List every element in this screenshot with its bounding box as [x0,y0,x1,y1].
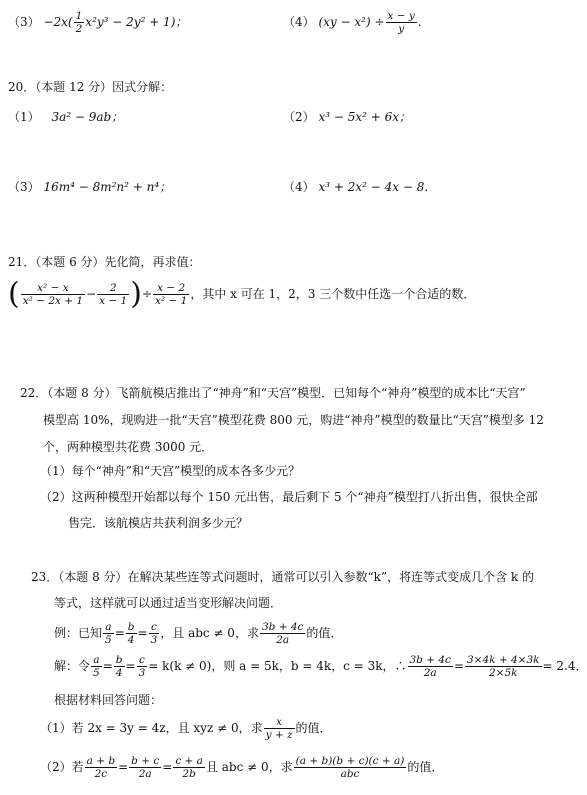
q23-p2-label: （2）若 [40,760,84,774]
q23-line1: 23．（本题 8 分）在解决某些连等式问题时，通常可以引入参数“k”，将连等式变成几个含 k 的 [31,570,534,584]
q23-sol-3: 3 [138,667,146,679]
q23-p2-d1: 2c [94,768,108,780]
q19-p4-label: （4） [283,15,315,29]
q21-fraction-1 [21,282,85,307]
q19-part3 [8,10,187,35]
q23-ex-3: 3 [150,634,158,646]
q23-sol-fnum1: 3b + 4c [409,654,451,666]
q19-p3-label: （3） [8,15,40,29]
q23-part2: （2）若 $\frac{a + b}{2c}$ = $\frac{b + c}{2a}$ = $\frac{c + a}{2b}$ 且 abc ≠ 0，求 $\frac{(a + b)(b + c)(c + a)}{\text{abc}}$ 的值． [40,755,444,780]
q21-f2-den: x − 1 [99,295,128,307]
q23-sol-5: 5 [93,667,100,679]
q19-p3-expr-b: x²y³ − 2y² + 1)； [85,15,188,29]
q23-p2-n2: b + c [131,755,160,767]
q21-fraction-3 [153,282,189,307]
q22-line3: 个，两种模型共花费 3000 元． [43,440,214,454]
q23-p1-frac [264,716,295,741]
q20-p1-expr: 3a² − 9ab； [51,110,124,124]
q21-title: 21．（本题 6 分）先化简，再求值： [8,255,201,269]
q19-p3-frac-den: 2 [75,23,83,35]
q23-ex-target-frac [260,621,305,646]
q23-sol-eqk: = k(k ≠ 0)，则 a = 5k，b = 4k，c = 3k，∴ [148,659,407,673]
q20-p3-expr: 16m⁴ − 8m²n² + n⁴； [43,180,172,194]
q23-p1-fnum: x [276,716,283,728]
q23-ex-b: b [127,621,135,633]
q23-ex-label: 例：已知 [54,626,103,640]
q23-part1 [40,713,332,743]
q23-ex-4: 4 [127,634,135,646]
q23-sol-frac-c [137,654,148,679]
q23-sol-frac-a [91,654,102,679]
q23-sol-frac-2 [465,654,542,679]
q20-part1 [8,110,123,125]
q23-p1-tail: 的值． [295,721,332,735]
q21-right-paren: ) [130,276,142,312]
q21-div: ÷ [141,287,153,301]
q22-line2: 模型高 10%，现购进一批“天宫”模型花费 800 元，购进“神舟”模型的数量比“天宫”模型多 12 [43,413,544,427]
q20-p2-label: （2） [283,110,315,124]
q23-p2-fden: abc [340,768,360,780]
q23-p2-tail: 的值． [407,760,444,774]
q22-sub1: （1）每个“神舟”和“天宫”模型的成本各多少元？ [40,464,301,478]
q19-p4-frac-den: y [398,23,405,35]
q22-sub2-line1: （2）这两种模型开始都以每个 150 元出售，最后剩下 5 个“神舟”模型打八折出售，很快全部 [40,490,538,504]
q20-p4-expr: x³ + 2x² − 4x − 8． [318,180,437,194]
q23-material: 根据材料回答问题： [54,693,163,707]
q19-p3-expr-a: −2x( [43,15,73,29]
q21-f2-num: 2 [109,282,117,294]
q20-p2-expr: x³ − 5x² + 6x； [318,110,412,124]
q23-sol-fden2: 2×5k [488,667,518,679]
q23-ex-frac-c [149,621,160,646]
q23-sol-fden1: 2a [423,667,437,679]
q19-p4-expr-b: . [417,15,422,29]
q22-sub2-line2: 售完．该航模店共获利润多少元？ [68,516,249,530]
q23-example: 例：已知 $\frac{a}{5}$ = $\frac{b}{4}$ = $\frac{c}{3}$ ，且 abc ≠ 0，求 $\frac{3b + 4c}{2a}$ 的值． [54,621,343,646]
q21-f1-num: x² − x [37,282,69,294]
q23-p2-n1: a + b [86,755,116,767]
q19-p4-fraction [386,10,417,35]
q23-p2-target-frac [294,755,407,780]
q21-f1-den: x² − 2x + 1 [22,295,84,307]
q23-ex-5: 5 [105,634,112,646]
q23-ex-a: a [105,621,112,633]
q23-ex-frac-a [103,621,114,646]
q23-line2: 等式，这样就可以通过适当变形解决问题． [54,596,283,610]
q23-ex-frac-b [126,621,137,646]
q23-ex-tail: 的值． [306,626,343,640]
q23-p2-n3: c + a [175,755,203,767]
q23-sol-result: = 2.4． [542,659,587,673]
q23-sol-frac-1 [408,654,453,679]
q23-sol-fnum2: 3×4k + 4×3k [467,654,540,666]
q19-p3-frac-num: 1 [75,10,83,22]
q21-minus: − [86,287,97,301]
q23-p2-mid: 且 abc ≠ 0，求 [205,760,293,774]
q23-p2-d2: 2a [138,768,152,780]
q20-part2 [283,110,411,125]
q23-sol-4: 4 [115,667,123,679]
q23-p2-d3: 2b [182,768,196,780]
q23-p2-frac-3 [173,755,205,780]
q21-f3-num: x − 2 [157,282,186,294]
q20-p1-label: （1） [8,110,40,124]
q23-ex-fden: 2a [276,634,290,646]
q23-sol-frac-b [114,654,125,679]
q19-part4 [283,10,422,35]
q19-p4-frac-num: x − y [387,10,415,22]
q23-sol-label: 解：令 [54,659,91,673]
q23-ex-mid: ，且 abc ≠ 0，求 [160,626,259,640]
q19-p4-expr-a: (xy − x²) ÷ [318,15,385,29]
q21-fraction-2 [97,282,129,307]
q20-p4-label: （4） [283,180,315,194]
q23-sol-a: a [93,654,100,666]
q23-p1-fden: y + z [265,729,293,741]
q23-p1-text: （1）若 2x = 3y = 4z，且 xyz ≠ 0，求 [40,721,263,735]
q23-sol-b: b [115,654,123,666]
q23-solution: 解：令 $\frac{a}{5}$ = $\frac{b}{4}$ = $\frac{c}{3}$ = k(k ≠ 0)，则 a = 5k，b = 4k，c = 3k，∴ $\frac{3b + 4c}{2a}$ = $\frac{3\times 4k + 4\times 3k}{2\times 5k}$ = 2.4． [54,654,587,679]
q21-f3-den: x² − 1 [155,295,188,307]
q20-title: 20．（本题 12 分）因式分解： [8,80,173,94]
q21-tail: ，其中 x 可在 1，2，3 三个数中任选一个合适的数． [190,287,476,301]
q21-expression [8,276,476,312]
q23-p2-frac-1 [85,755,117,780]
q20-part4 [283,180,436,195]
q21-left-paren: ( [8,276,20,312]
q22-line1: 22．（本题 8 分）飞箭航模店推出了“神舟”和“天宫”模型．已知每个“神舟”模型的成本比“天宫” [20,386,526,400]
q23-p2-frac-2 [129,755,161,780]
q23-p2-fnum: (a + b)(b + c)(c + a) [295,755,405,767]
q23-ex-fnum: 3b + 4c [261,621,304,633]
q23-sol-c: c [138,654,145,666]
q20-part3 [8,180,171,195]
q23-ex-c: c [150,621,157,633]
q20-p3-label: （3） [8,180,40,194]
q19-p3-fraction [74,10,85,35]
